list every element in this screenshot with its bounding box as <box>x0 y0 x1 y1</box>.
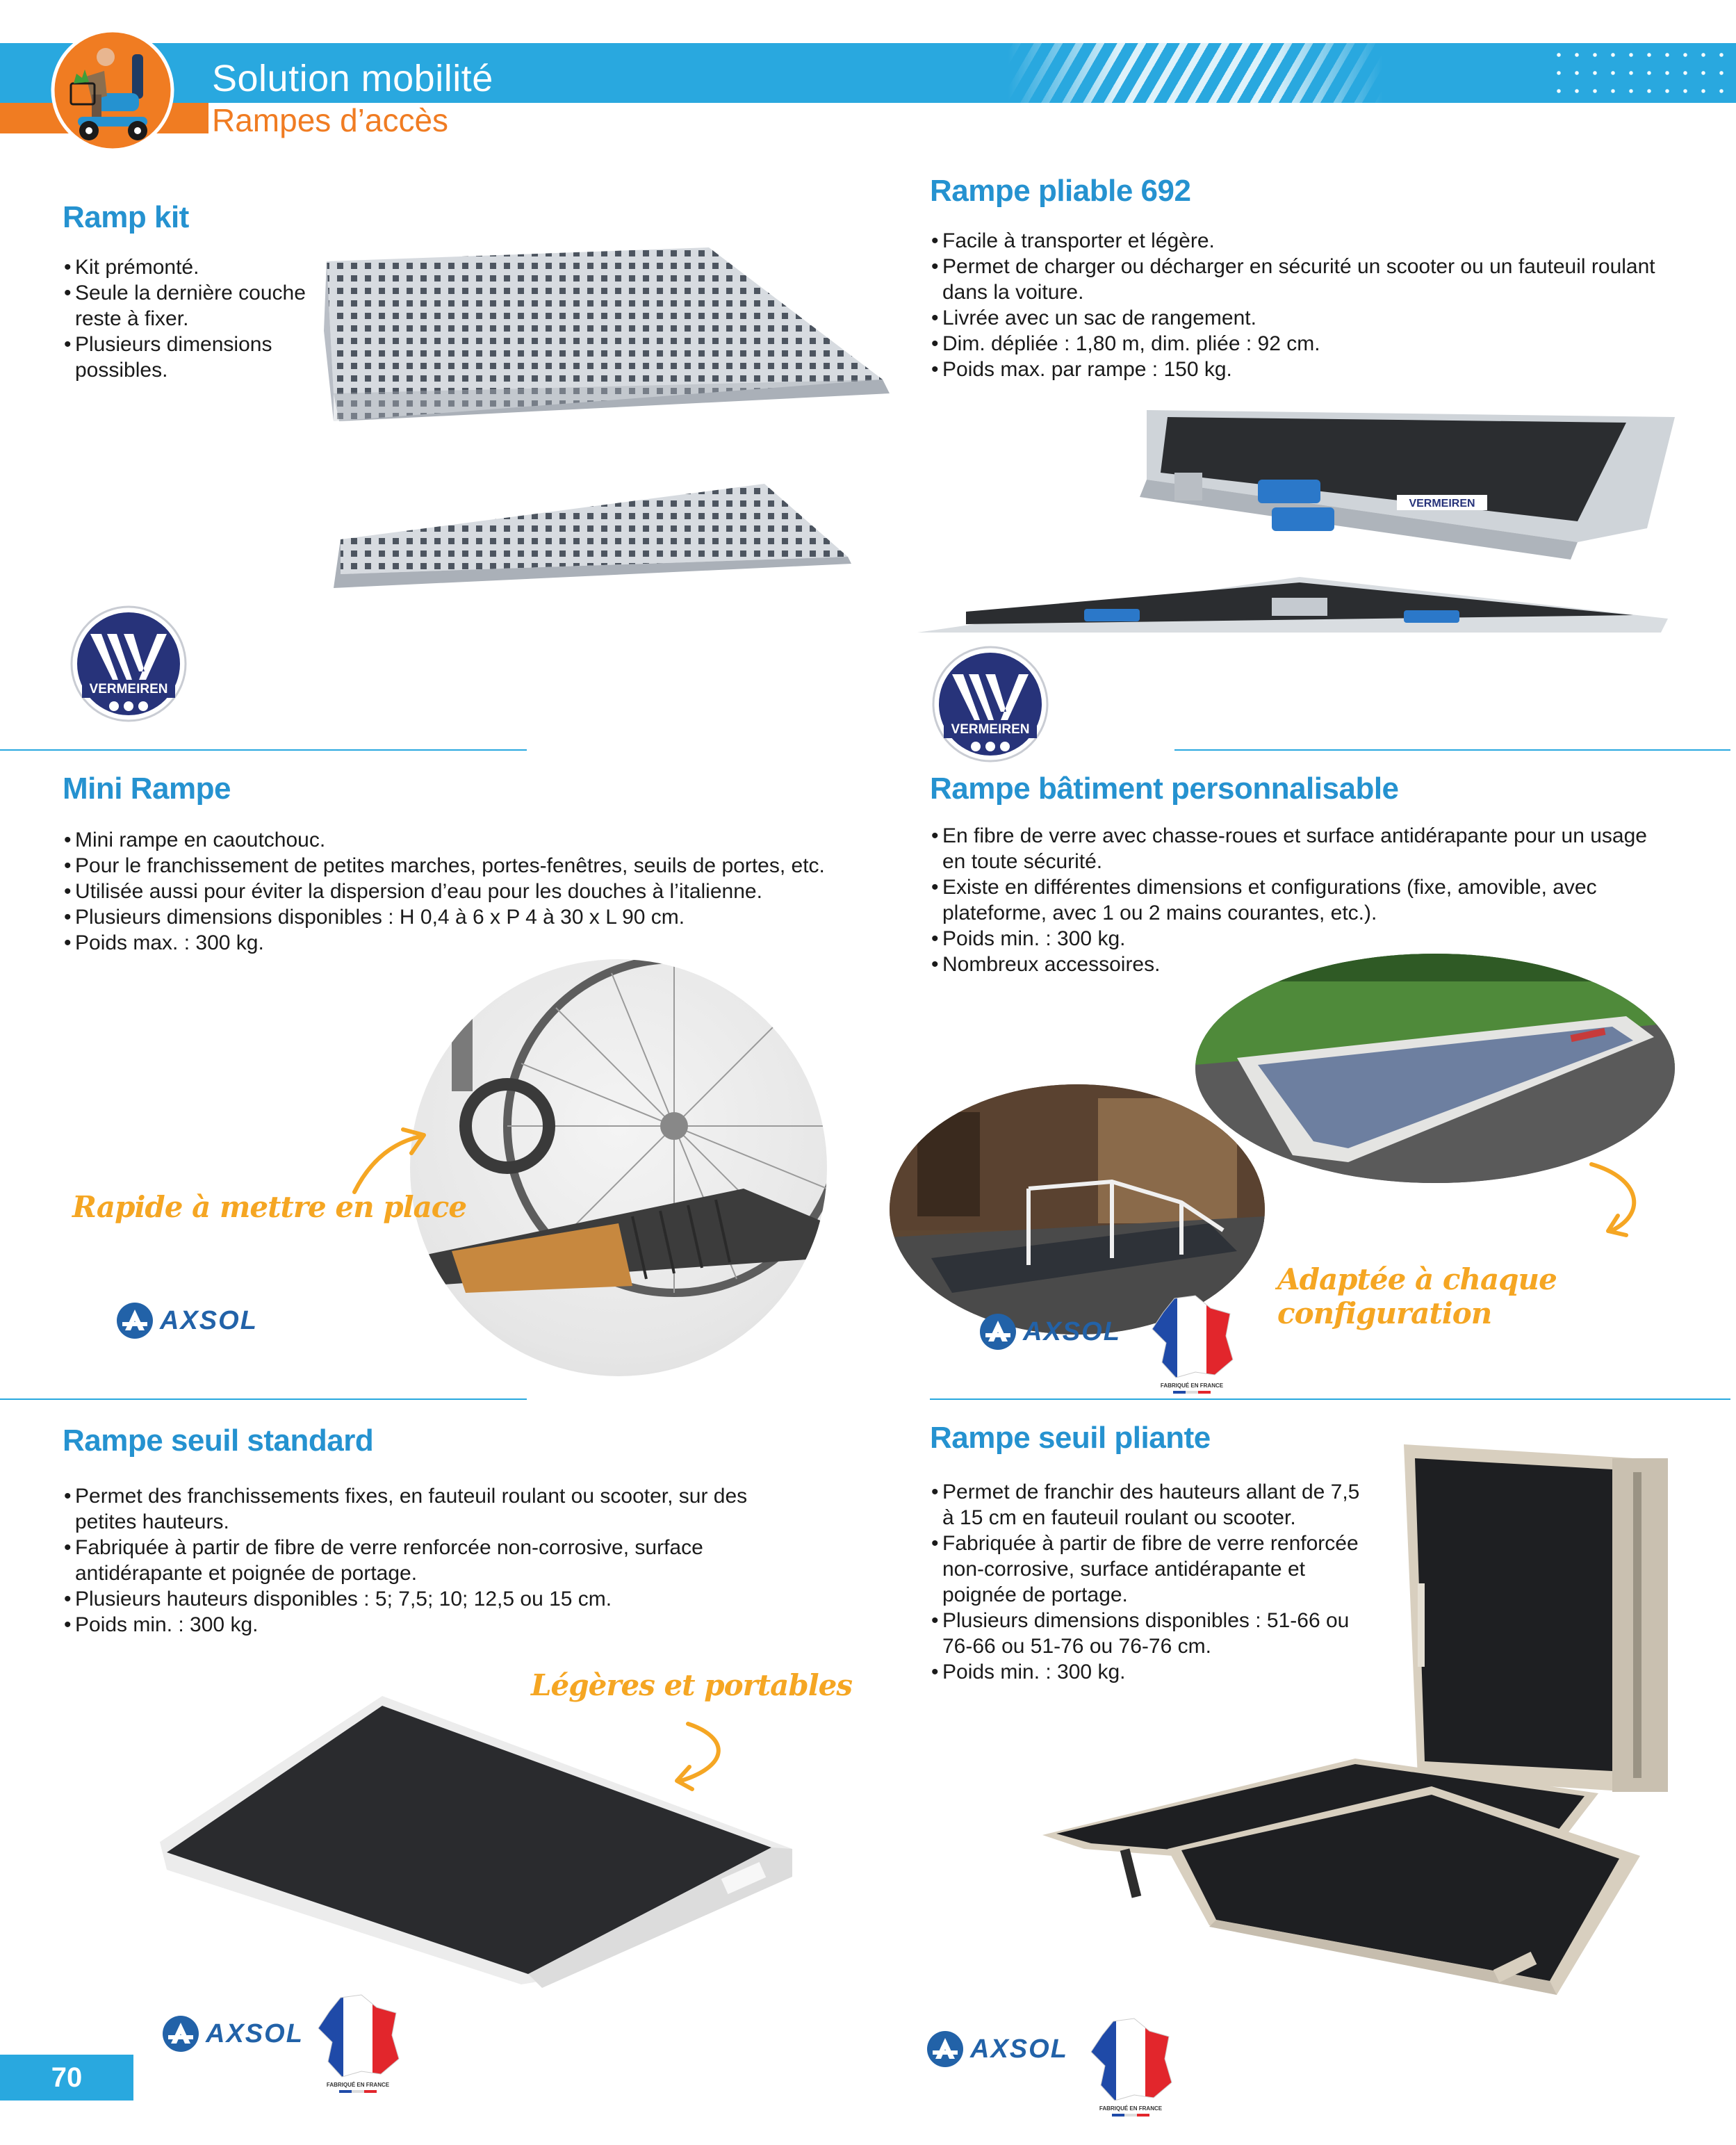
axsol-mark-icon <box>926 2030 965 2069</box>
vermeiren-logo <box>69 605 188 723</box>
list-item: • Existe en différentes dimensions et configurations (fixe, amovible, avec plateforme, avec 1 ou 2 mains courantes, etc.). <box>931 874 1668 926</box>
list-item: • Permet de charger ou décharger en sécurité un scooter ou un fauteuil roulant dans la voiture. <box>931 254 1668 305</box>
page-subtitle: Rampes d’accès <box>212 102 449 138</box>
tagline-rampe-seuil-standard: Légères et portables <box>531 1668 853 1702</box>
list-item: • Poids min. : 300 kg. <box>64 1612 759 1638</box>
list-item: • Dim. dépliée : 1,80 m, dim. pliée : 92 cm. <box>931 331 1668 357</box>
header-dots-decoration <box>1550 46 1730 100</box>
svg-text:VERMEIREN: VERMEIREN <box>1409 498 1475 509</box>
list-item: • Kit prémonté. <box>64 254 314 280</box>
axsol-wordmark: AXSOL <box>970 2034 1068 2064</box>
section-title-rampe-seuil-pliante: Rampe seuil pliante <box>930 1421 1211 1455</box>
section-title-rampe-seuil-standard: Rampe seuil standard <box>63 1424 374 1458</box>
bullet-list-rampe-seuil-standard <box>64 1483 759 1638</box>
axsol-wordmark: AXSOL <box>160 1305 258 1335</box>
header-stripes-decoration <box>1008 43 1383 103</box>
list-item: • Livrée avec un sac de rangement. <box>931 305 1668 331</box>
axsol-logo <box>926 2030 1068 2069</box>
bullet-list-ramp-kit <box>64 254 314 383</box>
folded-threshold-ramp-image <box>1404 1444 1682 1792</box>
ramp-kit-image <box>320 247 931 616</box>
section-divider <box>0 749 527 751</box>
axsol-logo <box>978 1312 1121 1351</box>
bullet-list-rampe-pliable <box>931 228 1668 382</box>
list-item: • Permet de franchir des hauteurs allant de 7,5 à 15 cm en fauteuil roulant ou scooter. <box>931 1479 1376 1531</box>
list-item: • Plusieurs dimensions disponibles : H 0,4 à 6 x P 4 à 30 x L 90 cm. <box>64 904 835 930</box>
list-item: • Poids max. par rampe : 150 kg. <box>931 357 1668 382</box>
list-item: • Pour le franchissement de petites marches, portes-fenêtres, seuils de portes, etc. <box>64 853 835 879</box>
list-item: • En fibre de verre avec chasse-roues et surface antidérapante pour un usage en toute sécurité. <box>931 823 1668 874</box>
bullet-list-rampe-batiment <box>931 823 1668 977</box>
section-divider <box>930 1398 1730 1400</box>
made-in-france-icon <box>1086 2016 1176 2120</box>
list-item: • Plusieurs dimensions possibles. <box>64 332 314 383</box>
unfolded-threshold-ramp-image <box>1042 1745 1668 2016</box>
section-divider <box>0 1398 527 1400</box>
axsol-mark-icon <box>978 1312 1017 1351</box>
svg-text:VERMEIREN: VERMEIREN <box>951 722 1030 737</box>
list-item: • Fabriquée à partir de fibre de verre renforcée non-corrosive, surface antidérapante et poignée de portage. <box>931 1531 1376 1608</box>
list-item: • Mini rampe en caoutchouc. <box>64 827 835 853</box>
svg-text:FABRIQUÉ EN FRANCE: FABRIQUÉ EN FRANCE <box>326 2082 390 2088</box>
axsol-mark-icon <box>115 1301 154 1340</box>
svg-text:FABRIQUÉ EN FRANCE: FABRIQUÉ EN FRANCE <box>1160 1383 1224 1389</box>
section-title-ramp-kit: Ramp kit <box>63 200 189 234</box>
list-item: • Plusieurs dimensions disponibles : 51-66 ou 76-66 ou 51-76 ou 76-76 cm. <box>931 1608 1376 1659</box>
tagline-mini-rampe: Rapide à mettre en place <box>72 1190 467 1224</box>
list-item: • Permet des franchissements fixes, en fauteuil roulant ou scooter, sur des petites hauteurs. <box>64 1483 759 1535</box>
list-item: • Plusieurs hauteurs disponibles : 5; 7,5; 10; 12,5 ou 15 cm. <box>64 1586 759 1612</box>
section-divider <box>1174 749 1730 751</box>
tagline-rampe-batiment: Adaptée à chaque configuration <box>1277 1262 1557 1330</box>
bullet-list-mini-rampe <box>64 827 835 956</box>
axsol-logo <box>161 2014 304 2053</box>
page-number: 70 <box>0 2055 133 2101</box>
axsol-logo <box>115 1301 258 1340</box>
ramp-on-grass-image <box>1195 954 1675 1183</box>
section-title-mini-rampe: Mini Rampe <box>63 772 231 806</box>
building-ramp-grass-photo <box>1195 954 1675 1183</box>
list-item: • Fabriquée à partir de fibre de verre renforcée non-corrosive, surface antidérapante et poignée de portage. <box>64 1535 759 1586</box>
list-item: • Utilisée aussi pour éviter la dispersion d’eau pour les douches à l’italienne. <box>64 879 835 904</box>
standard-threshold-ramp-image <box>153 1696 792 1988</box>
list-item: • Seule la dernière couche reste à fixer. <box>64 280 314 332</box>
vermeiren-logo <box>931 645 1049 763</box>
made-in-france-icon <box>313 1992 403 2096</box>
list-item: • Nombreux accessoires. <box>931 952 1668 977</box>
list-item: • Facile à transporter et légère. <box>931 228 1668 254</box>
mini-ramp-photo <box>410 959 827 1376</box>
made-in-france-icon <box>1147 1293 1237 1397</box>
axsol-mark-icon <box>161 2014 200 2053</box>
page-title: Solution mobilité <box>212 58 493 99</box>
axsol-wordmark: AXSOL <box>206 2018 304 2048</box>
curved-arrow-icon <box>1578 1157 1654 1241</box>
mobility-scooter-icon <box>50 28 175 153</box>
folding-ramp-image <box>910 403 1675 639</box>
list-item: • Poids max. : 300 kg. <box>64 930 835 956</box>
axsol-wordmark: AXSOL <box>1023 1316 1121 1346</box>
list-item: • Poids min. : 300 kg. <box>931 1659 1376 1685</box>
section-title-rampe-pliable: Rampe pliable 692 <box>930 174 1191 208</box>
svg-text:VERMEIREN: VERMEIREN <box>89 682 168 696</box>
list-item: • Poids min. : 300 kg. <box>931 926 1668 952</box>
section-title-rampe-batiment: Rampe bâtiment personnalisable <box>930 772 1399 806</box>
svg-text:FABRIQUÉ EN FRANCE: FABRIQUÉ EN FRANCE <box>1099 2105 1163 2112</box>
curved-arrow-icon <box>347 1123 431 1199</box>
bullet-list-rampe-seuil-pliante <box>931 1479 1376 1685</box>
wheelchair-on-mini-ramp-image <box>410 959 827 1376</box>
